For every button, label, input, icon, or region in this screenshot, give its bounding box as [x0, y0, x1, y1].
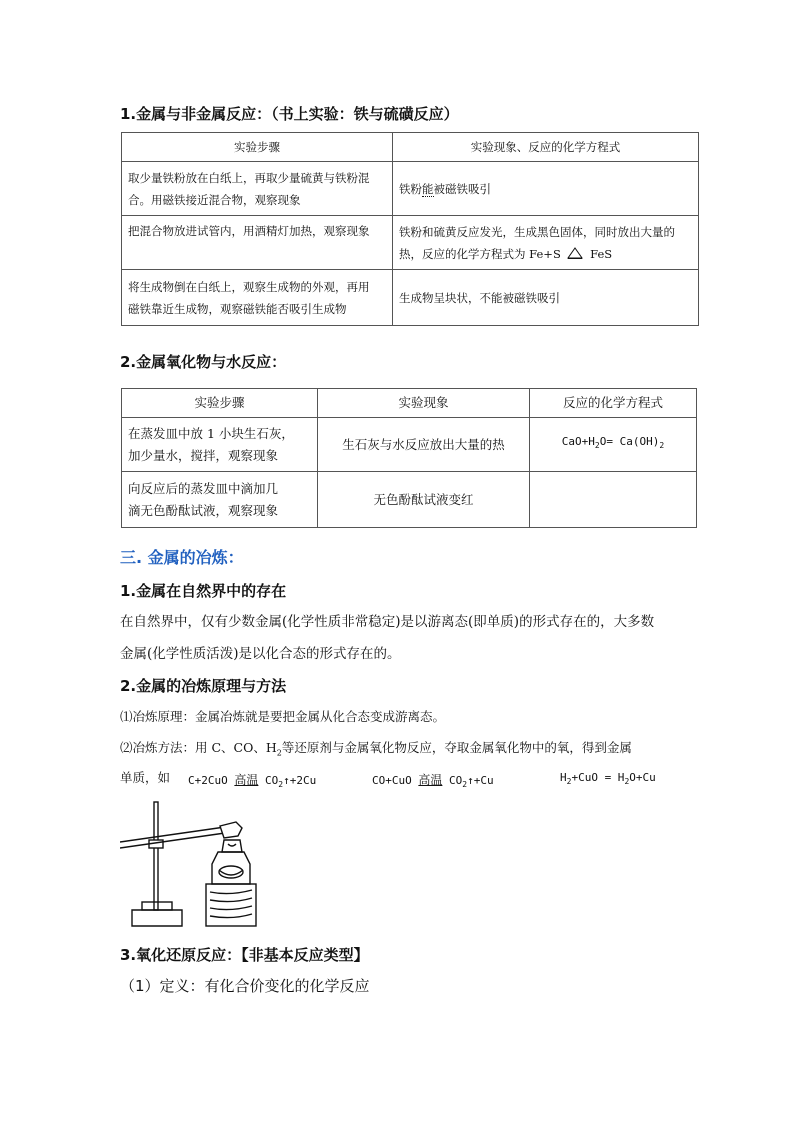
paragraph-line: 在自然界中，仅有少数金属(化学性质非常稳定)是以游离态(即单质)的形式存在的，大多数: [120, 614, 655, 630]
method-text: 单质，如: [120, 770, 171, 785]
table-row: [122, 216, 699, 270]
table-header: 实验现象: [318, 389, 530, 418]
section3-title: 三. 金属的冶炼：: [120, 548, 244, 567]
paragraph-line: 金属(化学性质活泼)是以化合态的形式存在的。: [120, 646, 401, 662]
step-text: 取少量铁粉放在白纸上，再取少量硫黄与铁粉混: [128, 170, 370, 185]
step-text: 在蒸发皿中放 1 小块生石灰，: [128, 425, 294, 441]
observation-text: 铁粉和硫黄反应发光，生成黑色固体，同时放出大量的: [399, 224, 675, 239]
equation-text: 热，反应的化学方程式为 Fe+S: [399, 246, 561, 261]
oxide-water-table: [121, 388, 697, 528]
iron-sulfur-table: [121, 132, 699, 326]
emphasis-mark: 能: [422, 181, 434, 196]
table-row: [122, 418, 697, 472]
step-text: 合。用磁铁接近混合物，观察现象: [128, 192, 301, 207]
subsection-title: 2.金属的冶炼原理与方法: [120, 677, 287, 695]
equation-cell: [530, 472, 697, 528]
observation-text: 无色酚酞试液变红: [318, 472, 530, 528]
reduction-apparatus-illustration: [120, 800, 260, 930]
step-text: 加少量水，搅拌，观察现象: [128, 447, 279, 463]
section1-title: 1.金属与非金属反应：（书上实验：铁与硫磺反应）: [120, 105, 459, 123]
table-row: [122, 472, 697, 528]
section2-title: 2.金属氧化物与水反应：: [120, 353, 287, 371]
heat-triangle-icon: [567, 247, 583, 259]
table-header: 实验步骤: [122, 389, 318, 418]
table-header: 反应的化学方程式: [530, 389, 697, 418]
equation-c-cuo: C+2CuO 高温 $CO_2↑+2Cu$: [188, 773, 317, 790]
method-text: ⑵冶炼方法：用 C、CO、$H_2$等还原剂与金属氧化物反应，夺取金属氧化物中的氧，得到金属: [120, 740, 632, 758]
equation-text: FeS: [590, 246, 613, 261]
equation-h2-cuo: $H_2+CuO = H_2O+Cu$: [560, 771, 656, 787]
step-text: 将生成物倒在白纸上，观察生成物的外观，再用: [128, 279, 370, 294]
table-header: 实验现象、反应的化学方程式: [393, 133, 699, 162]
observation-text: 生成物呈块状，不能被磁铁吸引: [393, 270, 699, 326]
observation-text: 铁粉: [399, 181, 422, 196]
step-text: 磁铁靠近生成物，观察磁铁能否吸引生成物: [128, 301, 347, 316]
observation-text: 生石灰与水反应放出大量的热: [318, 418, 530, 472]
step-text: 把混合物放进试管内，用酒精灯加热，观察现象: [128, 224, 370, 238]
step-text: 滴无色酚酞试液，观察现象: [128, 502, 279, 518]
equation-co-cuo: CO+CuO 高温 $CO_2↑+Cu$: [372, 773, 494, 790]
definition-text: （1）定义：有化合价变化的化学反应: [120, 977, 370, 995]
principle-text: ⑴冶炼原理：金属冶炼就是要把金属从化合态变成游离态。: [120, 709, 446, 724]
table-row: [122, 162, 699, 216]
method-line: [120, 768, 170, 788]
observation-text: 被磁铁吸引: [433, 181, 491, 196]
equation-cell: $CaO+H_2O= Ca(OH)_2$: [530, 418, 697, 472]
table-header: 实验步骤: [122, 133, 393, 162]
table-row: [122, 270, 699, 326]
step-text: 向反应后的蒸发皿中滴加几: [128, 480, 279, 496]
subsection-title: 3.氧化还原反应：【非基本反应类型】: [120, 946, 369, 964]
subsection-title: 1.金属在自然界中的存在: [120, 582, 287, 600]
